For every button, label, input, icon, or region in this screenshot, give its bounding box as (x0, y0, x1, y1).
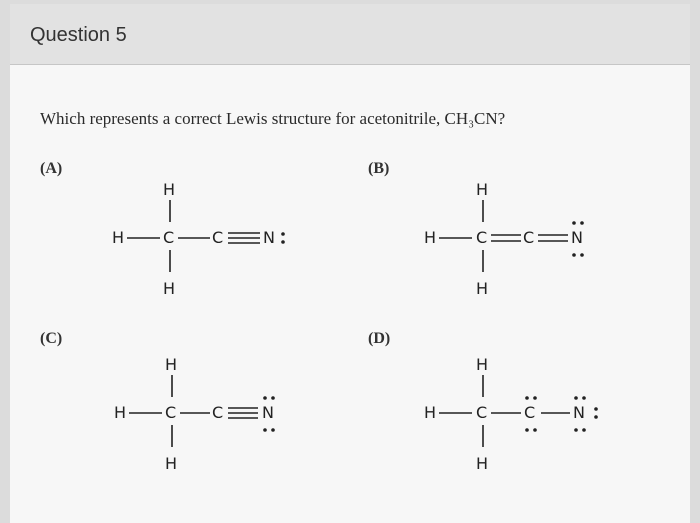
lone-pair-dot (574, 396, 578, 400)
structure-c (114, 355, 275, 473)
option-c-label: (C) (40, 330, 63, 347)
lone-pair-dot (271, 396, 275, 400)
atom-h-top: H (163, 180, 176, 199)
atom-h-bottom: H (165, 454, 178, 473)
atom-h-top: H (165, 355, 178, 374)
atom-h-top: H (476, 355, 489, 374)
atom-h-bottom: H (163, 279, 176, 298)
lone-pair-dot (281, 232, 285, 236)
lone-pair-dot (572, 221, 576, 225)
atom-c2: C (212, 403, 224, 422)
atom-n: N (262, 403, 274, 422)
atom-c1: C (165, 403, 177, 422)
atom-n: N (263, 228, 275, 247)
atom-h-left: H (114, 403, 127, 422)
structure-d (424, 355, 598, 473)
atom-c2: C (524, 403, 536, 422)
atom-n: N (573, 403, 585, 422)
question-text: Which represents a correct Lewis structure for acetonitrile, CH₃CN? (40, 109, 506, 128)
option-b-label: (B) (368, 160, 390, 177)
atom-c1: C (163, 228, 175, 247)
lone-pair-dot (263, 428, 267, 432)
atom-h-top: H (476, 180, 489, 199)
lone-pair-dot (525, 428, 529, 432)
lone-pair-dot (525, 396, 529, 400)
option-d-label: (D) (368, 330, 391, 347)
lone-pair-dot (533, 396, 537, 400)
atom-h-left: H (424, 403, 437, 422)
atom-h-left: H (112, 228, 125, 247)
lone-pair-dot (281, 240, 285, 244)
lone-pair-dot (582, 396, 586, 400)
atom-c2: C (523, 228, 535, 247)
lone-pair-dot (582, 428, 586, 432)
atom-h-left: H (424, 228, 437, 247)
atom-c1: C (476, 228, 488, 247)
structure-b (424, 180, 584, 298)
structure-a (112, 180, 285, 298)
atom-c2: C (212, 228, 224, 247)
lone-pair-dot (574, 428, 578, 432)
lone-pair-dot (594, 407, 598, 411)
question-title: Question 5 (30, 24, 127, 46)
atom-h-bottom: H (476, 279, 489, 298)
atom-c1: C (476, 403, 488, 422)
lone-pair-dot (594, 415, 598, 419)
atom-n: N (571, 228, 583, 247)
atom-h-bottom: H (476, 454, 489, 473)
lone-pair-dot (533, 428, 537, 432)
lone-pair-dot (580, 253, 584, 257)
lone-pair-dot (263, 396, 267, 400)
lone-pair-dot (580, 221, 584, 225)
lone-pair-dot (271, 428, 275, 432)
option-a-label: (A) (40, 160, 63, 177)
lone-pair-dot (572, 253, 576, 257)
